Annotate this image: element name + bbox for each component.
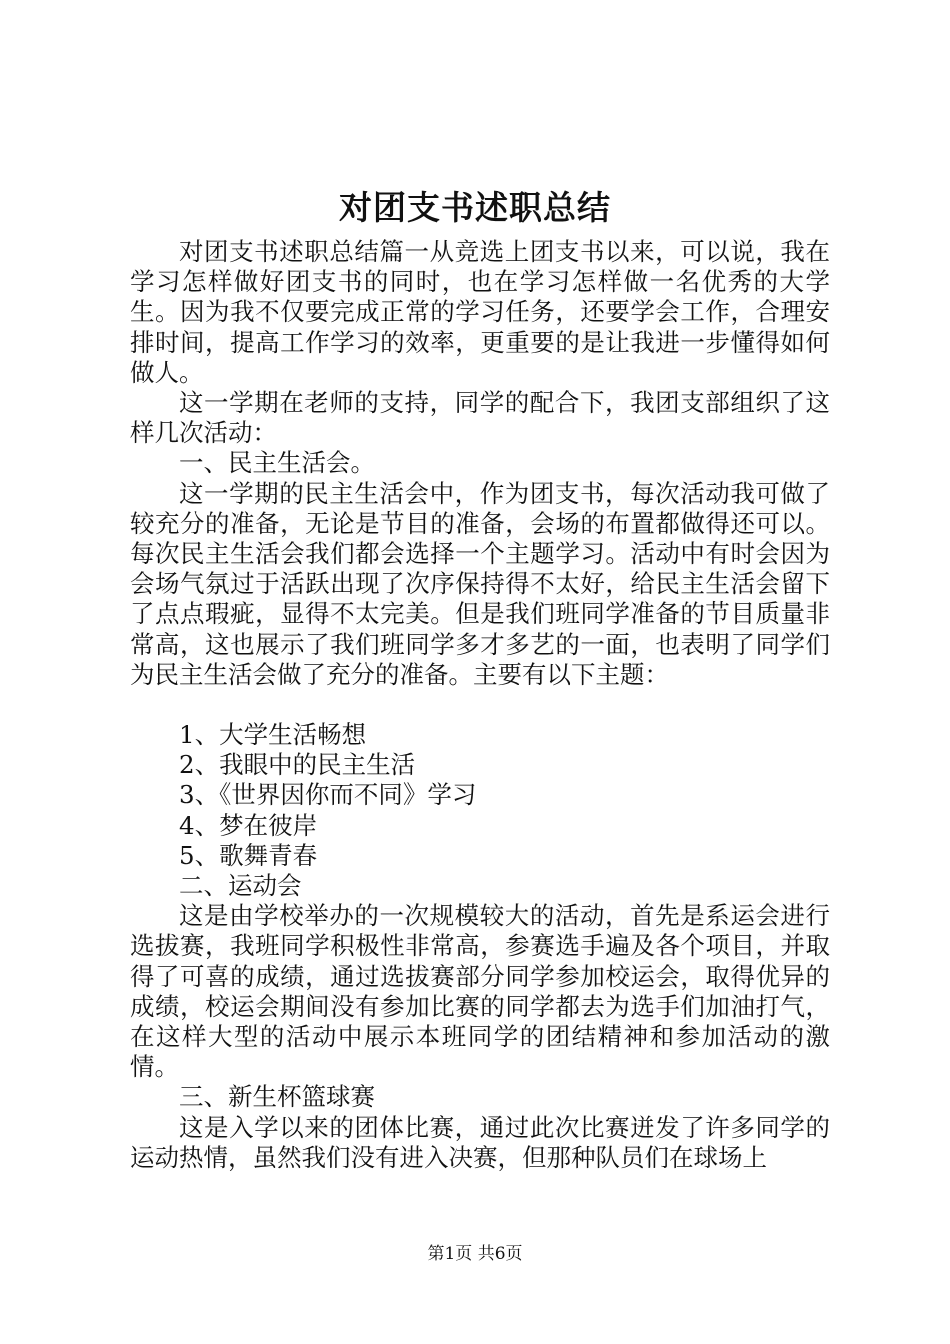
section-heading-democratic-life: 一、民主生活会。 — [179, 448, 375, 478]
list-item: 1、大学生活畅想 — [179, 720, 367, 750]
document-body — [130, 237, 830, 1173]
spacer — [130, 690, 830, 720]
section-heading-sports-meet: 二、运动会 — [179, 871, 302, 901]
section-heading-basketball: 三、新生杯篮球赛 — [179, 1082, 375, 1112]
paragraph-democratic-life: 这一学期的民主生活会中，作为团支书，每次活动我可做了较充分的准备，无论是节目的准备，会场的布置都做得还可以。每次民主生活会我们都会选择一个主题学习。活动中有时会因为会场气氛过于活跃出现了次序保持得不太好，给民主生活会留下了点点瑕疵，显得不太完美。但是我们班同学准备的节目质量非常高，这也展示了我们班同学多才多艺的一面，也表明了同学们为民主生活会做了充分的准备。主要有以下主题： — [130, 478, 830, 689]
paragraph-intro: 对团支书述职总结篇一从竞选上团支书以来，可以说，我在学习怎样做好团支书的同时，也在学习怎样做一名优秀的大学生。因为我不仅要完成正常的学习任务，还要学会工作，合理安排时间，提高工作学习的效率，更重要的是让我进一步懂得如何做人。 — [130, 237, 830, 387]
list-item: 2、我眼中的民主生活 — [179, 750, 416, 780]
document-title: 对团支书述职总结 — [339, 188, 611, 227]
paragraph-activities-intro: 这一学期在老师的支持，同学的配合下，我团支部组织了这样几次活动： — [130, 388, 830, 448]
list-item: 3、《世界因你而不同》学习 — [179, 780, 477, 810]
paragraph-sports-meet: 这是由学校举办的一次规模较大的活动，首先是系运会进行选拔赛，我班同学积极性非常高，参赛选手遍及各个项目，并取得了可喜的成绩，通过选拔赛部分同学参加校运会，取得优异的成绩，校运会期间没有参加比赛的同学都去为选手们加油打气，在这样大型的活动中展示本班同学的团结精神和参加活动的激情。 — [130, 901, 830, 1082]
page-number-footer: 第1页 共6页 — [427, 1244, 523, 1264]
list-item: 4、梦在彼岸 — [179, 810, 318, 840]
list-item: 5、歌舞青春 — [179, 840, 318, 870]
paragraph-basketball: 这是入学以来的团体比赛，通过此次比赛迸发了许多同学的运动热情，虽然我们没有进入决赛，但那种队员们在球场上 — [130, 1112, 830, 1172]
